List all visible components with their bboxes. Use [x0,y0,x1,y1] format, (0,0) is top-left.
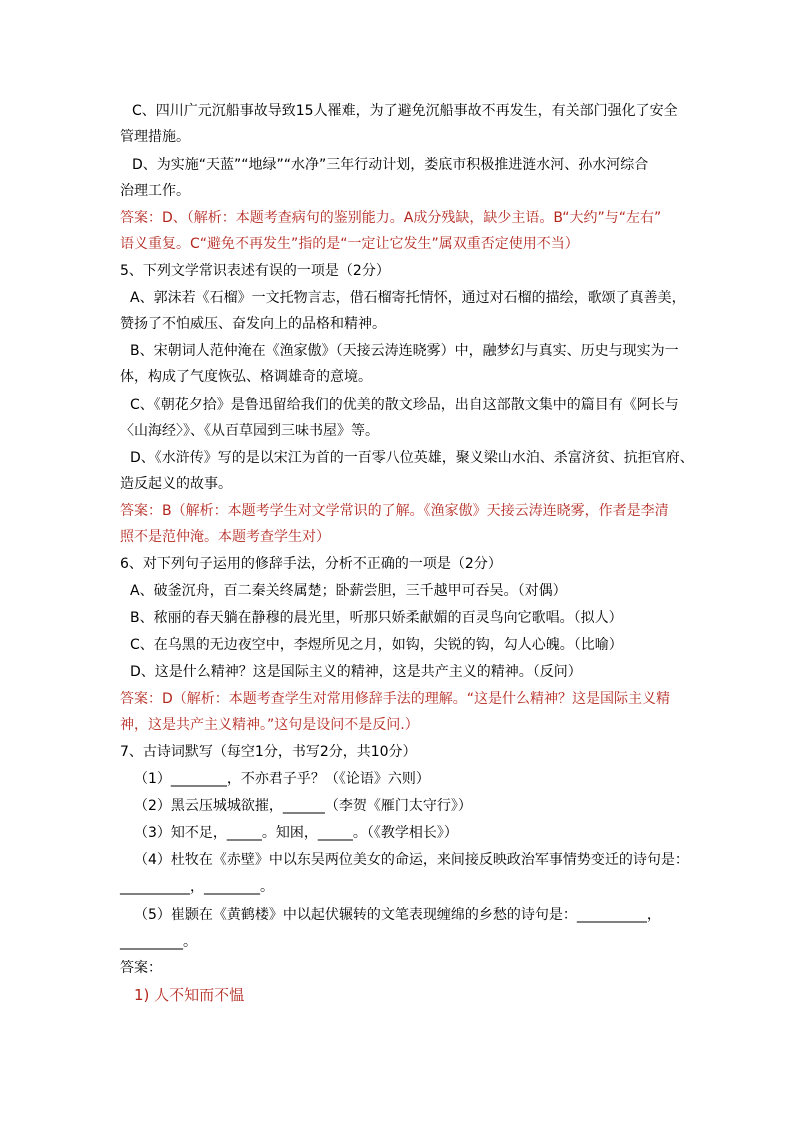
q6-option-b: B、秾丽的春天躺在静穆的晨光里，听那只娇柔献媚的百灵鸟向它歌唱。（拟人） [130,610,623,626]
q7-item-2: （2）黑云压城城欲摧，______（李贺《雁门太守行》） [134,798,472,814]
answer-6-line-1: 答案：D（解析：本题考查学生对常用修辞手法的理解。“这是什么精神？这是国际主义精 [120,691,671,707]
q5-option-b-line-1: B、宋朝词人范仲淹在《渔家傲》（天接云涛连晓雾）中，融梦幻与真实、历史与现实为一 [130,343,679,359]
q7-item-3: （3）知不足，_____。知困，_____。（《教学相长》） [134,825,458,841]
option-d-line-2: 治理工作。 [120,183,190,199]
option-c-line-1: C、四川广元沉船事故导致15人罹难，为了避免沉船事故不再发生，有关部门强化了安全 [132,103,678,119]
answer-4-line-1: 答案：D、（解析：本题考查病句的鉴别能力。A成分残缺，缺少主语。B“大约”与“左右” [120,210,662,226]
answer-5-line-1: 答案：B（解析：本题考学生对文学常识的了解。《渔家傲》天接云涛连晓雾，作者是李清 [120,503,669,519]
q5-option-a-line-1: A、郭沫若《石榴》一文托物言志，借石榴寄托情怀，通过对石榴的描绘，歌颂了真善美， [130,290,686,306]
q6-option-a: A、破釜沉舟，百二秦关终属楚；卧薪尝胆，三千越甲可吞吴。（对偶） [130,583,567,599]
q7-item-5-line-2: _________。 [120,934,197,950]
question-6-title: 6、对下列句子运用的修辞手法，分析不正确的一项是（2分） [120,556,502,572]
q6-option-d: D、这是什么精神？这是国际主义的精神，这是共产主义的精神。（反问） [130,664,582,680]
answer-7-label: 答案： [120,960,162,976]
q5-option-c-line-2: 〈山海经〉》、《从百草园到三味书屋》等。 [120,423,379,439]
answer-5-line-2: 照不是范仲淹。本题考查学生对） [120,529,330,545]
answer-6-line-2: 神，这是共产主义精神。”这句是设问不是反问.） [120,717,419,733]
question-5-title: 5、下列文学常识表述有误的一项是（2分） [120,263,390,279]
option-d-line-1: D、为实施“天蓝”“地绿”“水净”三年行动计划，娄底市积极推进涟水河、孙水河综合 [132,157,649,173]
q5-option-c-line-1: C、《朝花夕拾》是鲁迅留给我们的优美的散文珍品，出自这部散文集中的篇目有《阿长与 [130,397,679,413]
question-7-title: 7、古诗词默写（每空1分，书写2分，共10分） [120,744,417,760]
answer-7-item-1: 1) 人不知而不愠 [134,986,245,1004]
q5-option-d-line-1: D、《水浒传》写的是以宋江为首的一百零八位英雄，聚义梁山水泊、杀富济贫、抗拒官府、 [130,450,694,466]
option-c-line-2: 管理措施。 [120,129,190,145]
q5-option-a-line-2: 赞扬了不怕威压、奋发向上的品格和精神。 [120,316,386,332]
q7-item-5-line-1: （5）崔颢在《黄鹤楼》中以起伏辗转的文笔表现缠绵的乡愁的诗句是：__________， [134,907,661,923]
q7-item-1: （1）________，不亦君子乎？（《论语》六则） [134,771,430,787]
q6-option-c: C、在乌黑的无边夜空中，李煜所见之月，如钩，尖锐的钩，勾人心魄。（比喻） [130,637,623,653]
q5-option-d-line-2: 造反起义的故事。 [120,476,232,492]
q5-option-b-line-2: 体，构成了气度恢弘、格调雄奇的意境。 [120,369,372,385]
q7-item-4-line-2: __________，________。 [120,879,274,895]
answer-4-line-2: 语义重复。C“避免不再发生”指的是“一定让它发生”属双重否定使用不当） [120,236,579,252]
q7-item-4-line-1: （4）杜牧在《赤壁》中以东吴两位美女的命运，来间接反映政治军事情势变迁的诗句是： [134,852,689,868]
